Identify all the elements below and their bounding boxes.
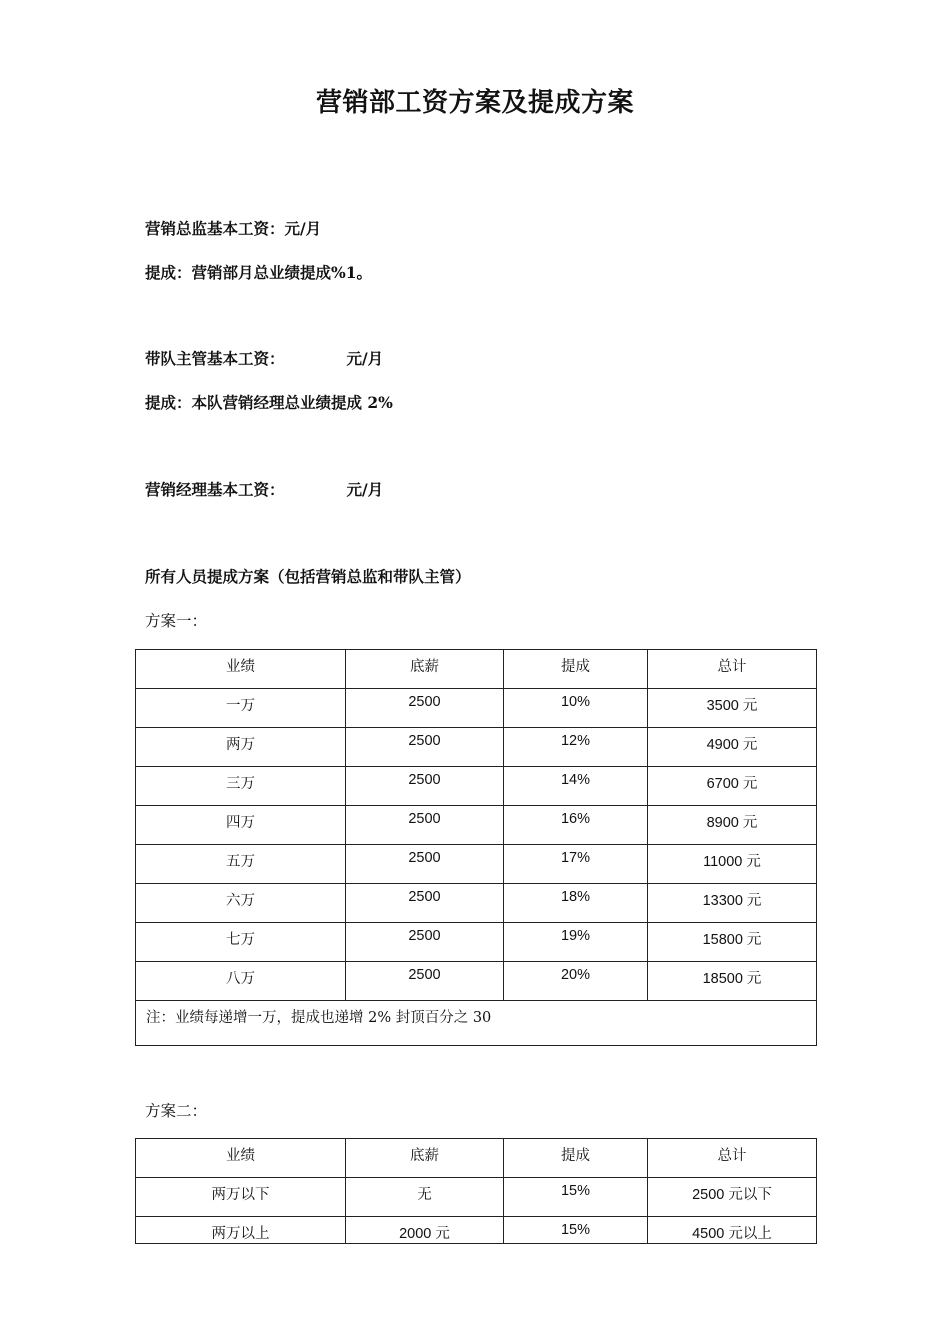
manager-salary-unit: 元/月	[346, 480, 384, 499]
table-row	[136, 845, 817, 884]
all-staff-heading: 所有人员提成方案（包括营销总监和带队主管）	[145, 567, 471, 586]
table-row	[136, 1178, 817, 1217]
table-cell: 八万	[136, 962, 346, 1001]
table-cell: 2500	[346, 923, 504, 962]
table-cell: 2500	[346, 845, 504, 884]
team-lead-salary	[145, 347, 383, 369]
table-header-row	[136, 650, 817, 689]
table-cell: 16%	[504, 806, 648, 845]
table-row	[136, 806, 817, 845]
table-row	[136, 884, 817, 923]
table-cell: 无	[346, 1178, 504, 1217]
table-note-row	[136, 1001, 817, 1046]
table-row	[136, 728, 817, 767]
table-cell: 2000 元	[346, 1217, 504, 1244]
director-commission: 提成：营销部月总业绩提成%1。	[145, 263, 373, 282]
header-cell: 提成	[504, 650, 648, 689]
table-cell: 两万以下	[136, 1178, 346, 1217]
table-cell: 17%	[504, 845, 648, 884]
table-cell: 四万	[136, 806, 346, 845]
document-title: 营销部工资方案及提成方案	[315, 88, 634, 118]
table-cell: 六万	[136, 884, 346, 923]
header-cell: 底薪	[346, 1139, 504, 1178]
team-lead-salary-label: 带队主管基本工资：	[145, 349, 285, 368]
table-cell: 6700 元	[648, 767, 817, 806]
table-header-row	[136, 1139, 817, 1178]
table-cell: 19%	[504, 923, 648, 962]
team-lead-commission: 提成：本队营销经理总业绩提成 2%	[145, 393, 393, 412]
header-cell: 业绩	[136, 650, 346, 689]
plan2-table	[135, 1138, 817, 1244]
table-cell: 2500 元以下	[648, 1178, 817, 1217]
table-cell: 18500 元	[648, 962, 817, 1001]
table-cell: 两万以上	[136, 1217, 346, 1244]
plan2-label: 方案二：	[145, 1102, 208, 1120]
plan1-label: 方案一：	[145, 612, 208, 630]
table-cell: 2500	[346, 962, 504, 1001]
table-cell: 三万	[136, 767, 346, 806]
table-cell: 2500	[346, 884, 504, 923]
table-cell: 2500	[346, 806, 504, 845]
table-cell: 20%	[504, 962, 648, 1001]
table-row	[136, 1217, 817, 1244]
table-cell: 12%	[504, 728, 648, 767]
table-cell: 11000 元	[648, 845, 817, 884]
header-cell: 总计	[648, 650, 817, 689]
table-cell: 15%	[504, 1178, 648, 1217]
manager-salary-label: 营销经理基本工资：	[145, 480, 285, 499]
table-cell: 4500 元以上	[648, 1217, 817, 1244]
header-cell: 提成	[504, 1139, 648, 1178]
table-cell: 2500	[346, 689, 504, 728]
table-cell: 13300 元	[648, 884, 817, 923]
table-cell: 15800 元	[648, 923, 817, 962]
table-row	[136, 767, 817, 806]
header-cell: 业绩	[136, 1139, 346, 1178]
table-cell: 4900 元	[648, 728, 817, 767]
table-cell: 2500	[346, 767, 504, 806]
header-cell: 底薪	[346, 650, 504, 689]
table-cell: 七万	[136, 923, 346, 962]
table-cell: 一万	[136, 689, 346, 728]
table-cell: 五万	[136, 845, 346, 884]
table-cell: 15%	[504, 1217, 648, 1244]
table-cell: 18%	[504, 884, 648, 923]
table-cell: 两万	[136, 728, 346, 767]
table-row	[136, 689, 817, 728]
table-row	[136, 962, 817, 1001]
table-cell: 3500 元	[648, 689, 817, 728]
table-row	[136, 923, 817, 962]
table-cell: 8900 元	[648, 806, 817, 845]
plan1-table	[135, 649, 817, 1046]
header-cell: 总计	[648, 1139, 817, 1178]
team-lead-salary-unit: 元/月	[346, 349, 384, 368]
table-cell: 14%	[504, 767, 648, 806]
director-salary: 营销总监基本工资：元/月	[145, 219, 322, 238]
table-note: 注：业绩每递增一万，提成也递增 2% 封顶百分之 30	[136, 1001, 817, 1046]
manager-salary	[145, 478, 383, 500]
table-cell: 2500	[346, 728, 504, 767]
table-cell: 10%	[504, 689, 648, 728]
